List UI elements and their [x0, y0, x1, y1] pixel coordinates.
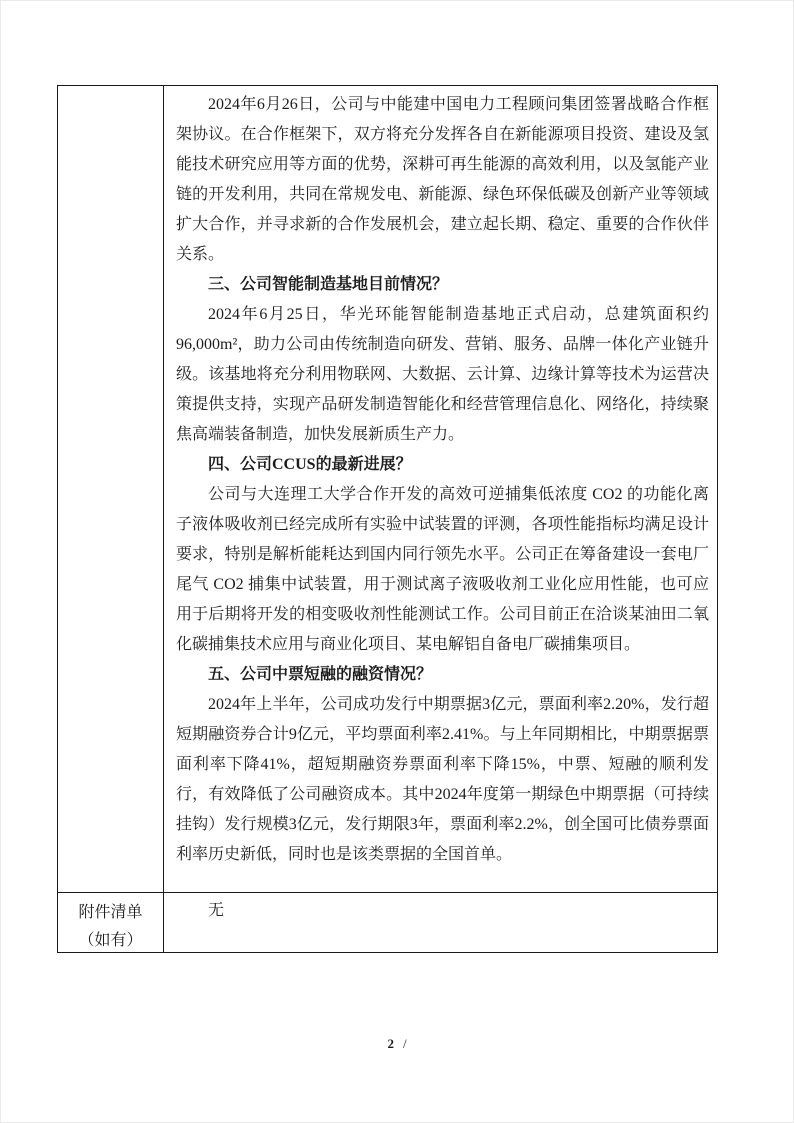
- record-table: [57, 85, 718, 953]
- attachment-label-line2: （如有）: [78, 932, 143, 949]
- attachment-label-cell: [58, 893, 164, 952]
- attachment-label-line1: 附件清单: [78, 904, 143, 921]
- question-heading-4: 四、公司CCUS的最新进展？: [208, 456, 412, 473]
- answer-paragraph: 2024年6月26日，公司与中能建中国电力工程顾问集团签署战略合作框架协议。在合作框架下，双方将充分发挥各自在新能源项目投资、建设及氢能技术研究应用等方面的优势，深耕可再生能源的高效利用，以及氢能产业链的开发利用，共同在常规发电、新能源、绿色环保低碳及创新产业等领域扩大合作，并寻求新的合作发展机会，建立起长期、稳定、重要的合作伙伴关系。: [176, 96, 709, 263]
- attachment-value-cell: [164, 893, 717, 952]
- question-heading-5: 五、公司中票短融的融资情况？: [208, 666, 433, 683]
- answer-paragraph: 公司与大连理工大学合作开发的高效可逆捕集低浓度 CO2 的功能化离子液体吸收剂已经完成所有实验中试装置的评测，各项性能指标均满足设计要求，特别是解析能耗达到国内同行领先水平。公司正在筹备建设一套电厂尾气 CO2 捕集中试装置，用于测试离子液吸收剂工业化应用性能，也可应用于后期将开发的相变吸收剂性能测试工作。公司目前正在洽谈某油田二氧化碳捕集技术应用与商业化项目、某电解铝自备电厂碳捕集项目。: [176, 486, 709, 653]
- page-footer: [0, 1036, 794, 1052]
- page-number-separator: /: [402, 1036, 407, 1051]
- answer-paragraph: 2024年6月25日，华光环能智能制造基地正式启动，总建筑面积约96,000m²，助力公司由传统制造向研发、营销、服务、品牌一体化产业链升级。该基地将充分利用物联网、大数据、云计算、边缘计算等技术为运营决策提供支持，实现产品研发制造智能化和经营管理信息化、网络化，持续聚焦高端装备制造，加快发展新质生产力。: [176, 306, 709, 443]
- question-heading-3: 三、公司智能制造基地目前情况？: [208, 276, 449, 293]
- qa-content-cell: [164, 86, 717, 892]
- qa-row: [58, 86, 717, 892]
- qa-row-label-cell: [58, 86, 164, 892]
- answer-paragraph: 2024年上半年，公司成功发行中期票据3亿元，票面利率2.20%，发行超短期融资券合计9亿元，平均票面利率2.41%。与上年同期相比，中期票据票面利率下降41%，超短期融资券票面利率下降15%，中票、短融的顺利发行，有效降低了公司融资成本。其中2024年度第一期绿色中期票据（可持续挂钩）发行规模3亿元，发行期限3年，票面利率2.2%，创全国可比债券票面利率历史新低，同时也是该类票据的全国首单。: [176, 696, 709, 863]
- attachment-row: [58, 892, 717, 952]
- page-number: 2: [387, 1036, 394, 1051]
- attachment-value: 无: [208, 902, 225, 919]
